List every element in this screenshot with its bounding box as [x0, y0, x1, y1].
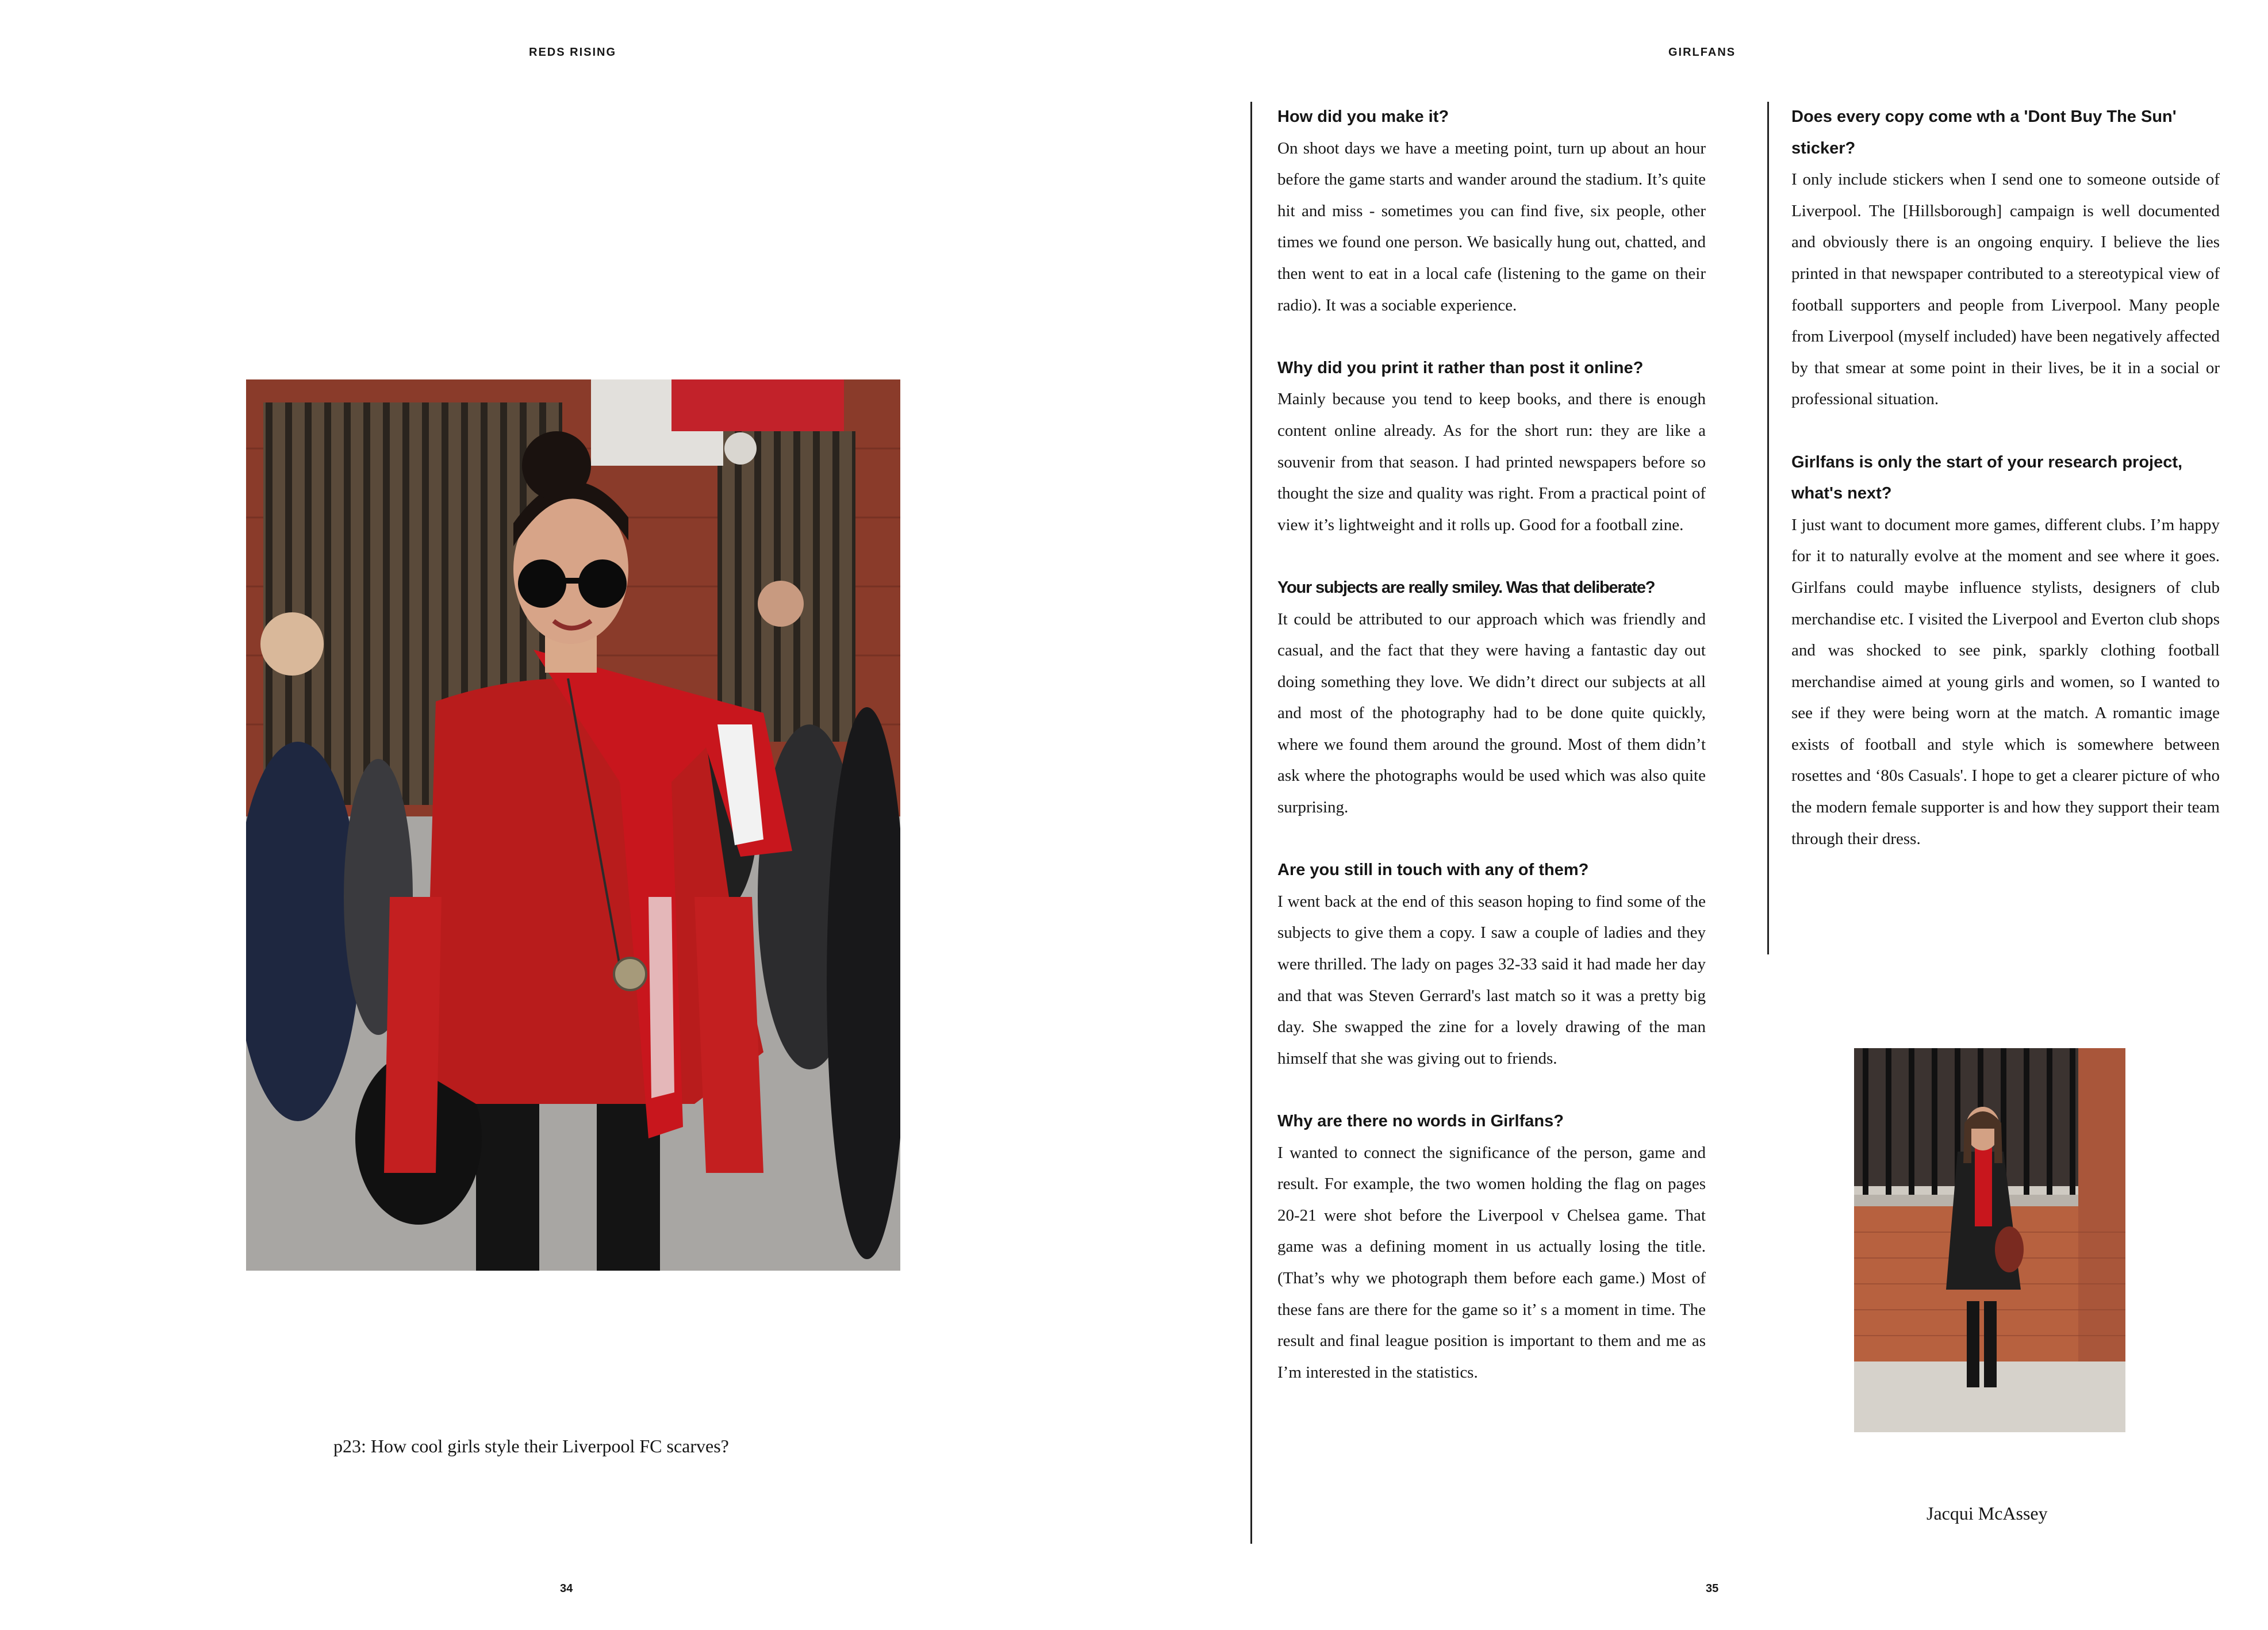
interview-answer: On shoot days we have a meeting point, turn up about an hour before the game starts and wander around the stadium. It’s quite hit and miss - sometimes you can find five, six people, other times we found one person. We basically hung out, chatted, and then went to eat in a local cafe (listening to the game on their radio). It was a sociable experience.	[1277, 139, 1706, 315]
page-number-right: 35	[1706, 1582, 1719, 1595]
interview-question: Are you still in touch with any of them?	[1277, 861, 1589, 880]
interview-question: Your subjects are really smiley. Was that deliberate?	[1277, 578, 1655, 597]
qa-block	[1277, 572, 1706, 823]
interview-question: Girlfans is only the start of your research project, what's next?	[1791, 452, 2183, 503]
interview-answer: I just want to document more games, different clubs. I’m happy for it to naturally evolve at the moment and see where it goes. Girlfans could maybe influence stylists, designers of club merchandise etc. I visited the Liverpool and Everton club shops and was shocked to see pink, sparkly clothing football merchandise aimed at young girls and women, so I wanted to see if they were being worn at the match. A romantic image exists of football and style which is somewhere between rosettes and ‘80s Casuals'. I hope to get a clearer picture of who the modern female supporter is and how they support their team through their dress.	[1791, 515, 2220, 848]
qa-block	[1277, 1106, 1706, 1388]
interview-question: Why did you print it rather than post it online?	[1277, 358, 1644, 377]
interview-question: Why are there no words in Girlfans?	[1277, 1112, 1564, 1130]
column-rule-1	[1250, 102, 1252, 1544]
interview-answer: I only include stickers when I send one to someone outside of Liverpool. The [Hillsborough] campaign is well documented and obviously there is an ongoing enquiry. I believe the lies printed in that newspaper contributed to a stereotypical view of football supporters and people from Liverpool. Many people from Liverpool (myself included) have been negatively affected by that smear at some point in their lives, be it in a social or professional situation.	[1791, 170, 2220, 409]
running-head-left: REDS RISING	[529, 46, 617, 59]
interview-column-2	[1791, 101, 2220, 886]
interview-question: Does every copy come wth a 'Dont Buy The Sun' sticker?	[1791, 108, 2177, 158]
qa-block	[1277, 101, 1706, 321]
interview-answer: It could be attributed to our approach which was friendly and casual, and the fact that they were having a fantastic day out doing something they love. We didn’t direct our subjects at all and most of the photography had to be done quite quickly, where we found them around the ground. Most of them didn’t ask where the photographs would be used which was also quite surprising.	[1277, 609, 1706, 817]
running-head-right: GIRLFANS	[1668, 46, 1736, 59]
interview-answer: Mainly because you tend to keep books, and there is enough content online already. As for the short run: they are like a souvenir from that season. I had printed newspapers before so thought the size and quality was right. From a practical point of view it’s lightweight and it rolls up. Good for a football zine.	[1277, 390, 1706, 534]
qa-block	[1277, 352, 1706, 541]
interview-answer: I wanted to connect the significance of the person, game and result. For example, the two women holding the flag on pages 20-21 were shot before the Liverpool v Chelsea game. That game was a defining moment in us actually losing the title. (That’s why we photograph them before each game.) Most of these fans are there for the game so it’ s a moment in time. The result and final league position is important to them and me as I’m interested in the statistics.	[1277, 1143, 1706, 1382]
photo-caption: p23: How cool girls style their Liverpool FC scarves?	[333, 1436, 729, 1456]
qa-block	[1277, 854, 1706, 1074]
portrait-photo-jacqui	[1854, 1048, 2125, 1432]
page-number-left: 34	[560, 1582, 573, 1595]
qa-block	[1791, 447, 2220, 855]
portrait-caption: Jacqui McAssey	[1927, 1503, 2048, 1524]
qa-block	[1791, 101, 2220, 415]
main-photo-fan-in-red	[246, 379, 900, 1271]
interview-answer: I went back at the end of this season hoping to find some of the subjects to give them a copy. I saw a couple of ladies and they were thrilled. The lady on pages 32-33 said it had made her day and that was Steven Gerrard's last match so it was a pretty big day. She swapped the zine for a lovely drawing of the man himself that she was giving out to friends.	[1277, 892, 1706, 1068]
interview-column-1	[1277, 101, 1706, 1420]
interview-question: How did you make it?	[1277, 108, 1449, 126]
column-rule-2	[1767, 102, 1769, 954]
